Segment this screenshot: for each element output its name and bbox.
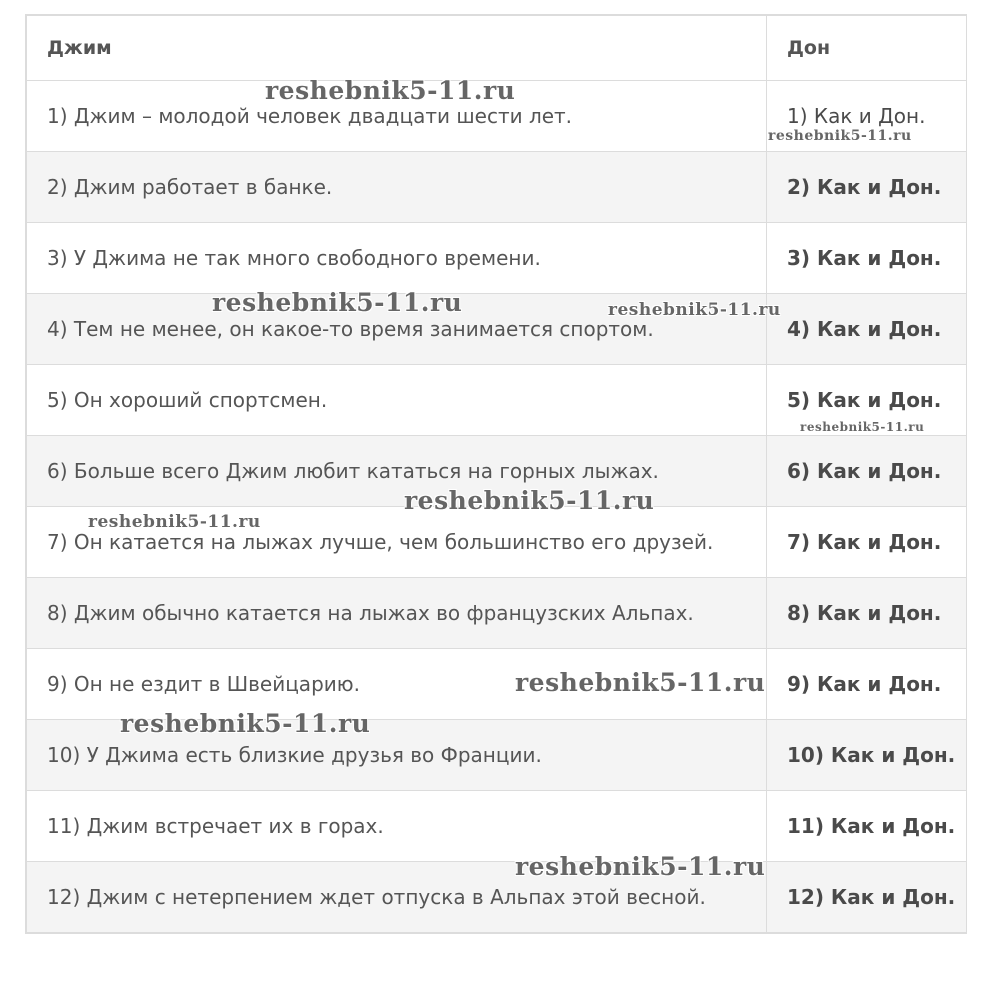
jim-cell: 7) Он катается на лыжах лучше, чем большинство его друзей. (27, 507, 767, 578)
jim-cell: 3) У Джима не так много свободного времени. (27, 223, 767, 294)
jim-cell: 1) Джим – молодой человек двадцати шести лет. (27, 81, 767, 152)
watermark-text: reshebnik5-11.ru (88, 512, 261, 532)
don-cell: 11) Как и Дон. (767, 791, 967, 862)
header-don: Дон (767, 16, 967, 81)
header-jim: Джим (27, 16, 767, 81)
jim-cell: 8) Джим обычно катается на лыжах во французских Альпах. (27, 578, 767, 649)
watermark-text: reshebnik5-11.ru (768, 128, 912, 144)
jim-cell: 12) Джим с нетерпением ждет отпуска в Альпах этой весной. (27, 862, 767, 933)
watermark-text: reshebnik5-11.ru (800, 420, 925, 434)
watermark-text: reshebnik5-11.ru (515, 668, 766, 697)
watermark-text: reshebnik5-11.ru (120, 709, 371, 738)
don-cell: 10) Как и Дон. (767, 720, 967, 791)
don-cell: 5) Как и Дон. (767, 365, 967, 436)
table-row (27, 862, 967, 933)
comparison-table-container (25, 14, 967, 934)
table-row (27, 791, 967, 862)
table-row (27, 578, 967, 649)
watermark-text: reshebnik5-11.ru (608, 300, 781, 320)
jim-cell: 11) Джим встречает их в горах. (27, 791, 767, 862)
don-cell: 8) Как и Дон. (767, 578, 967, 649)
watermark-text: reshebnik5-11.ru (265, 76, 516, 105)
don-cell: 12) Как и Дон. (767, 862, 967, 933)
watermark-text: reshebnik5-11.ru (515, 852, 766, 881)
don-cell: 3) Как и Дон. (767, 223, 967, 294)
don-cell: 9) Как и Дон. (767, 649, 967, 720)
table-row (27, 223, 967, 294)
jim-cell: 10) У Джима есть близкие друзья во Франции. (27, 720, 767, 791)
don-cell: 1) Как и Дон. (767, 81, 967, 152)
don-cell: 4) Как и Дон. (767, 294, 967, 365)
jim-cell: 9) Он не ездит в Швейцарию. (27, 649, 767, 720)
table-row (27, 152, 967, 223)
don-cell: 2) Как и Дон. (767, 152, 967, 223)
watermark-text: reshebnik5-11.ru (404, 486, 655, 515)
comparison-table (26, 15, 967, 933)
jim-cell: 5) Он хороший спортсмен. (27, 365, 767, 436)
watermark-text: reshebnik5-11.ru (212, 288, 463, 317)
table-header-row (27, 16, 967, 81)
don-cell: 7) Как и Дон. (767, 507, 967, 578)
table-row (27, 294, 967, 365)
jim-cell: 4) Тем не менее, он какое-то время занимается спортом. (27, 294, 767, 365)
jim-cell: 6) Больше всего Джим любит кататься на горных лыжах. (27, 436, 767, 507)
jim-cell: 2) Джим работает в банке. (27, 152, 767, 223)
don-cell: 6) Как и Дон. (767, 436, 967, 507)
